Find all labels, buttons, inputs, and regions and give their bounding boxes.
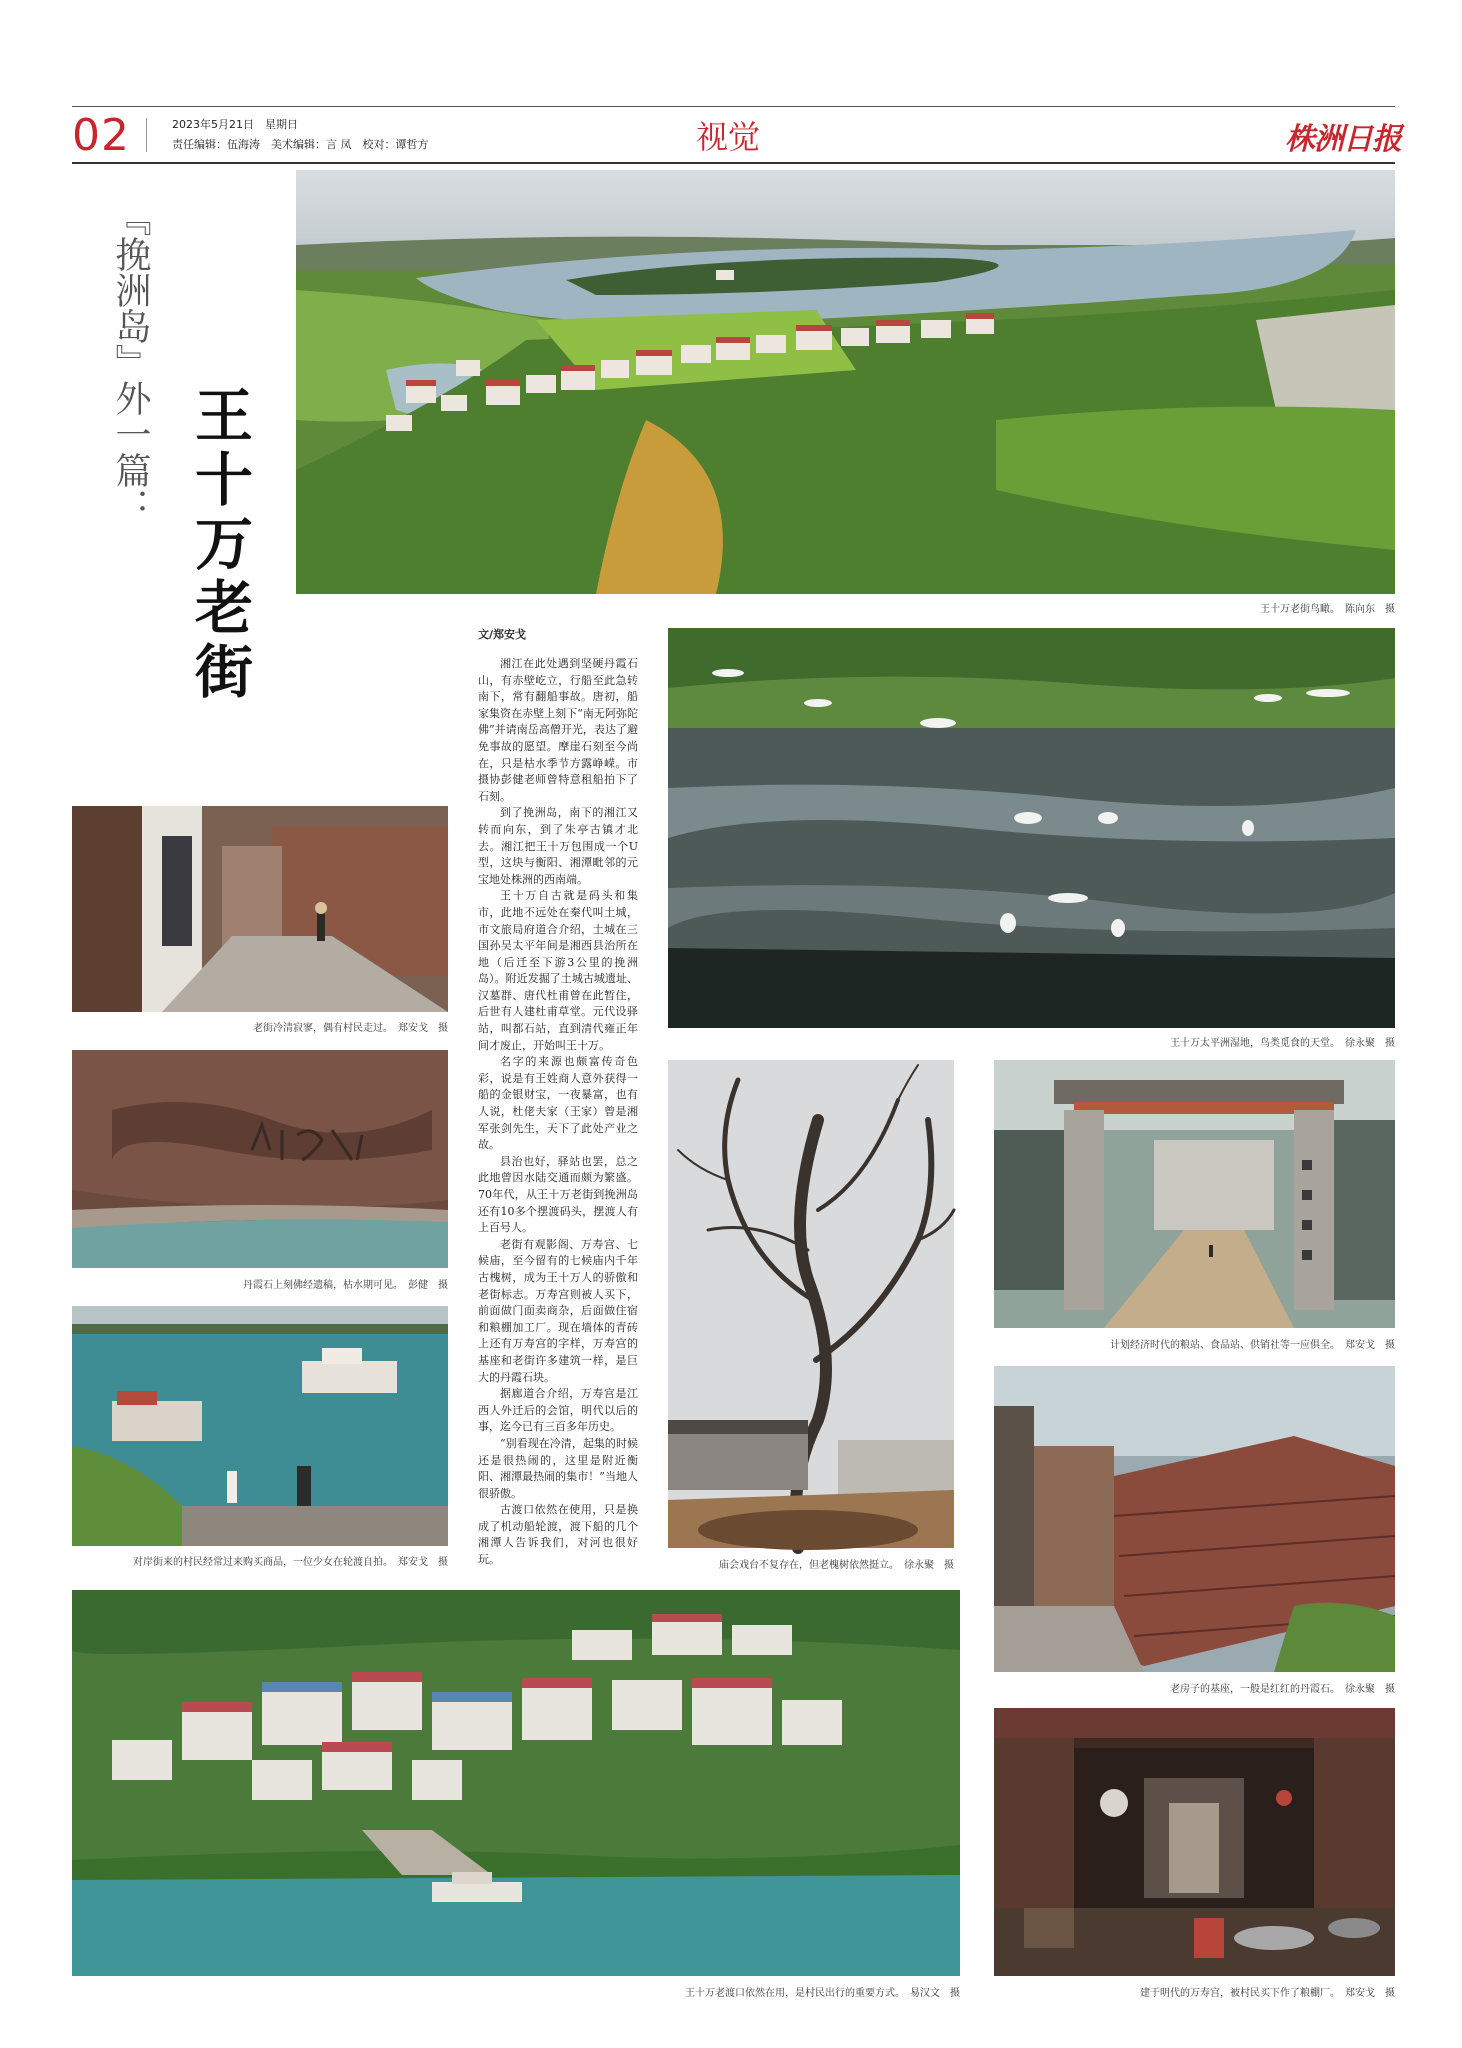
- caption-old-locust-tree: 庙会戏台不复存在，但老槐树依然挺立。 徐永聚 摄: [719, 1560, 954, 1571]
- caption-village-riverbank: 王十万老渡口依然在用，是村民出行的重要方式。 易汉文 摄: [685, 1988, 960, 1999]
- article-paragraph: 县治也好，驿站也罢，总之此地曾因水陆交通而颇为繁盛。70年代，从王十万老街到挽洲岛还有10多个摆渡码头，摆渡人有上百号人。: [478, 1154, 638, 1235]
- caption-wetland: 王十万太平洲湿地，鸟类觅食的天堂。 徐永聚 摄: [1170, 1038, 1395, 1049]
- editor-credits: 责任编辑：伍海涛 美术编辑：言 凤 校对：谭哲方: [172, 138, 429, 151]
- article-paragraph: 名字的来源也颇富传奇色彩，说是有王姓商人意外获得一船的金银财宝，一夜暴富，也有人说，杜佬夫家（王家）曾是湘军张剑先生，天下了此处产业之故。: [478, 1055, 638, 1152]
- caption-old-street: 老街冷清寂寥，偶有村民走过。 郑安戈 摄: [253, 1023, 448, 1034]
- photo-old-locust-tree: [668, 1060, 954, 1548]
- section-title: 视觉: [696, 118, 761, 156]
- header-rule-top: [72, 106, 1395, 107]
- photo-red-stone-foundation: [994, 1366, 1395, 1672]
- article-paragraph: 到了挽洲岛，南下的湘江又转而向东，到了朱亭古镇才北去。湘江把王十万包围成一个U型，这块与衡阳、湘潭毗邻的元宝地处株洲的西南端。: [478, 806, 638, 886]
- photo-ferry-dock: [72, 1306, 448, 1546]
- caption-wanshou-palace-interior: 建于明代的万寿宫，被村民买下作了粮棚厂。 郑安戈 摄: [1140, 1988, 1395, 1999]
- photo-village-riverbank: [72, 1590, 960, 1976]
- photo-supply-coop-archway: [994, 1060, 1395, 1328]
- photo-wanshou-palace-interior: [994, 1708, 1395, 1976]
- caption-cliff-carving: 丹霞石上刻佛经遗稿，枯水期可见。 彭健 摄: [243, 1280, 448, 1291]
- caption-aerial: 王十万老街鸟瞰。 陈向东 摄: [1260, 604, 1395, 615]
- caption-red-stone-foundation: 老房子的基座，一般是红红的丹霞石。 徐永聚 摄: [1170, 1684, 1395, 1695]
- headline-subtitle: 『挽洲岛』外一篇：: [110, 200, 151, 524]
- newspaper-masthead: 株洲日报: [1285, 122, 1401, 157]
- photo-aerial-panorama: [296, 170, 1395, 594]
- caption-supply-coop-archway: 计划经济时代的粮站、食品站、供销社等一应俱全。 郑安戈 摄: [1110, 1340, 1395, 1351]
- caption-ferry-dock: 对岸街来的村民经常过来购买商品，一位少女在轮渡自拍。 郑安戈 摄: [133, 1557, 448, 1568]
- headline-main: 王十万老街: [185, 385, 253, 705]
- photo-cliff-carving: [72, 1050, 448, 1268]
- article-paragraph: 据廊道合介绍，万寿宫是江西人外迁后的会馆，明代以后的事，迄今已有三百多年历史。: [478, 1387, 638, 1434]
- article-paragraph: 老街有观影阁、万寿宫、七候庙，至今留有的七候庙内千年古槐树，成为王十万人的骄傲和老街标志。万寿宫则被人买下，前面做门面卖商杂，后面做住宿和粮棚加工厂。现在墙体的青砖上还有万寿宫的字样，万寿宫的基座和老街许多建筑一样，是巨大的丹霞石块。: [478, 1237, 638, 1384]
- photo-old-street: [72, 806, 448, 1012]
- article-paragraph: “别看现在冷清，起集的时候还是很热闹的，这里是附近衡阳、湘潭最热闹的集市！”当地人很骄傲。: [478, 1436, 638, 1500]
- article-body: [478, 656, 638, 1567]
- article-byline: 文/郑安戈: [478, 628, 527, 641]
- page-number: 02: [72, 110, 130, 161]
- issue-date: 2023年5月21日 星期日: [172, 118, 298, 131]
- article-paragraph: 王十万自古就是码头和集市，此地不远处在秦代叫土城，市文旅局府道合介绍，土城在三国孙吴太平年间是湘西县治所在地（后迁至下游3公里的挽洲岛）。附近发掘了土城古城遗址、汉墓群、唐代杜甫曾在此暂住，后世有人建杜甫草堂。元代设驿站，叫都石站，直到清代雍正年间才废止，开始叫王十万。: [478, 889, 638, 1052]
- photo-wetland-egrets: [668, 628, 1395, 1028]
- header-separator: [146, 118, 147, 152]
- article-paragraph: 湘江在此处遇到坚硬丹霞石山，有赤壁屹立，行船至此急转南下，常有翻船事故。唐初，船家集资在赤壁上刻下“南无阿弥陀佛”并请南岳高僧开光，表达了避免事故的愿望。摩崖石刻至今尚在，只是枯水季节方露峥嵘。市摄协彭健老师曾特意租船拍下了石刻。: [478, 657, 638, 803]
- header-rule-bottom: [72, 162, 1395, 164]
- article-paragraph: 古渡口依然在使用，只是换成了机动船轮渡，渡下船的几个湘潭人告诉我们，对河也很好玩。: [478, 1503, 638, 1567]
